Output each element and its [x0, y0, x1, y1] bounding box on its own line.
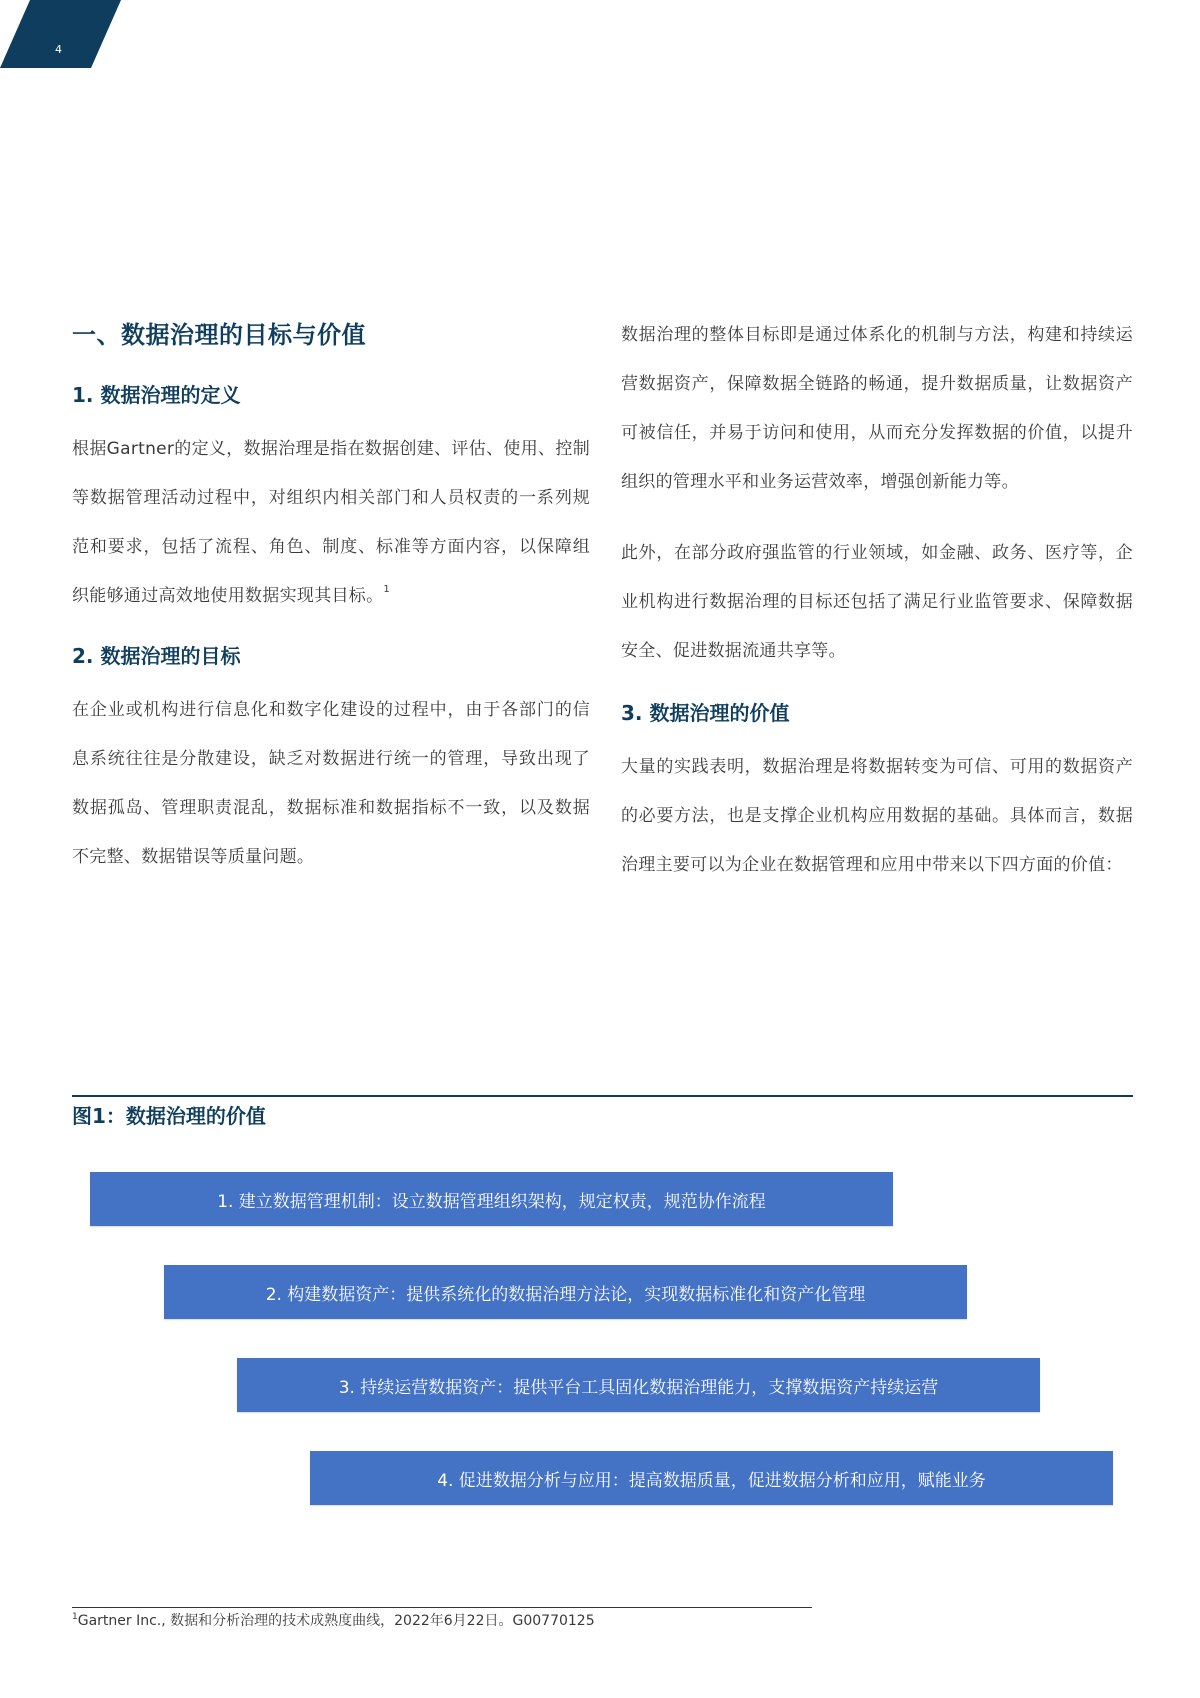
- left-column: [72, 318, 590, 882]
- value-paragraph: 大量的实践表明，数据治理是将数据转变为可信、可用的数据资产的必要方法，也是支撑企业机构应用数据的基础。具体而言，数据治理主要可以为企业在数据管理和应用中带来以下四方面的价值：: [621, 757, 1133, 875]
- value-item-4: 4. 促进数据分析与应用：提高数据质量，促进数据分析和应用，赋能业务: [310, 1451, 1113, 1505]
- page-badge-shape: [0, 0, 121, 68]
- value-heading: 3. 数据治理的价值: [621, 701, 790, 725]
- footnote-rule: [72, 1607, 812, 1608]
- page-number-badge: [0, 0, 121, 68]
- definition-text: 根据Gartner的定义，数据治理是指在数据创建、评估、使用、控制等数据管理活动过程中，对组织内相关部门和人员权责的一系列规范和要求，包括了流程、角色、制度、标准等方面内容，以保障组织能够通过高效地使用数据实现其目标。: [72, 439, 590, 606]
- footnote-ref: 1: [383, 584, 391, 595]
- right-column: [621, 318, 1133, 890]
- regulated-industry-paragraph: 此外，在部分政府强监管的行业领域，如金融、政务、医疗等，企业机构进行数据治理的目标还包括了满足行业监管要求、保障数据安全、促进数据流通共享等。: [621, 543, 1133, 661]
- overall-goal-paragraph: 数据治理的整体目标即是通过体系化的机制与方法，构建和持续运营数据资产，保障数据全链路的畅通，提升数据质量，让数据资产可被信任，并易于访问和使用，从而充分发挥数据的价值，以提升组织的管理水平和业务运营效率，增强创新能力等。: [621, 325, 1133, 492]
- value-item-3: 3. 持续运营数据资产：提供平台工具固化数据治理能力，支撑数据资产持续运营: [237, 1358, 1040, 1412]
- figure-top-rule: [72, 1095, 1133, 1097]
- definition-paragraph: [72, 425, 590, 621]
- value-item-1: 1. 建立数据管理机制：设立数据管理组织架构，规定权责，规范协作流程: [90, 1172, 893, 1226]
- page-number: 4: [55, 43, 62, 56]
- footnote-text: Gartner Inc., 数据和分析治理的技术成熟度曲线，2022年6月22日。G00770125: [77, 1613, 595, 1629]
- goals-heading: 2. 数据治理的目标: [72, 644, 241, 668]
- footnote: [72, 1611, 595, 1631]
- section-title: 一、数据治理的目标与价值: [72, 321, 366, 349]
- footnote-number: 1: [72, 1612, 78, 1622]
- goals-paragraph: 在企业或机构进行信息化和数字化建设的过程中，由于各部门的信息系统往往是分散建设，缺乏对数据进行统一的管理，导致出现了数据孤岛、管理职责混乱，数据标准和数据指标不一致，以及数据不完整、数据错误等质量问题。: [72, 700, 590, 867]
- figure-title: 图1：数据治理的价值: [72, 1104, 266, 1128]
- definition-heading: 1. 数据治理的定义: [72, 383, 241, 407]
- value-item-2: 2. 构建数据资产：提供系统化的数据治理方法论，实现数据标准化和资产化管理: [164, 1265, 967, 1319]
